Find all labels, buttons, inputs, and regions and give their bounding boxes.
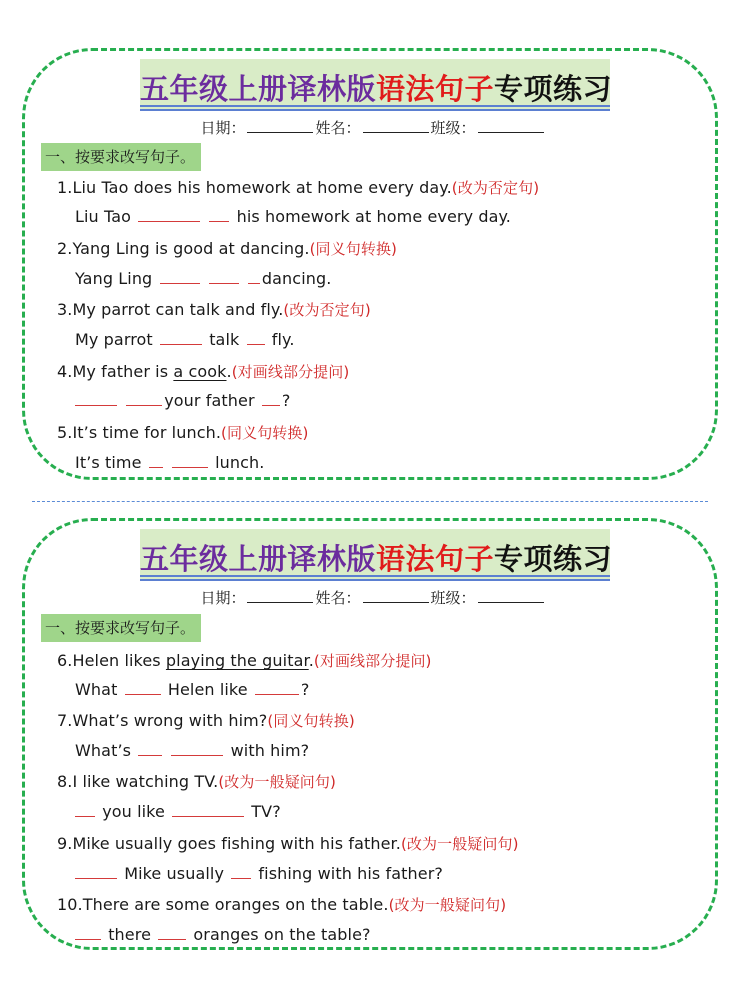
answer-blank[interactable] bbox=[158, 925, 186, 940]
class-label: 班级： bbox=[430, 119, 476, 137]
question-9: 9.Mike usually goes fishing with his father.(改为一般疑问句) bbox=[57, 834, 519, 853]
title-underline bbox=[140, 109, 610, 111]
answer-blank[interactable] bbox=[248, 269, 260, 284]
title-underline bbox=[140, 105, 610, 107]
class-field[interactable] bbox=[478, 118, 544, 133]
answer-blank[interactable] bbox=[231, 864, 251, 879]
answer-blank[interactable] bbox=[247, 330, 265, 345]
answer-1: Liu Tao his homework at home every day. bbox=[75, 207, 511, 226]
title-underline bbox=[140, 579, 610, 581]
answer-7: What’s with him? bbox=[75, 741, 310, 760]
instruction-hint: (改为一般疑问句) bbox=[400, 835, 519, 853]
info-row bbox=[25, 117, 721, 138]
question-10: 10.There are some oranges on the table.(改为一般疑问句) bbox=[57, 895, 507, 914]
question-3: 3.My parrot can talk and fly.(改为否定句) bbox=[57, 300, 371, 319]
section-heading: 一、按要求改写句子。 bbox=[41, 143, 201, 171]
answer-blank[interactable] bbox=[75, 864, 117, 879]
title-banner bbox=[140, 59, 613, 111]
date-label: 日期： bbox=[200, 119, 246, 137]
class-label: 班级： bbox=[430, 589, 476, 607]
title-banner bbox=[140, 529, 613, 581]
answer-blank[interactable] bbox=[138, 741, 162, 756]
question-5: 5.It’s time for lunch.(同义句转换) bbox=[57, 423, 309, 442]
cut-line-divider bbox=[32, 501, 708, 502]
name-label: 姓名： bbox=[315, 589, 361, 607]
worksheet-card-1 bbox=[22, 48, 718, 480]
answer-blank[interactable] bbox=[209, 207, 229, 222]
section-heading: 一、按要求改写句子。 bbox=[41, 614, 201, 642]
question-2: 2.Yang Ling is good at dancing.(同义句转换) bbox=[57, 239, 398, 258]
question-1: 1.Liu Tao does his homework at home every day.(改为否定句) bbox=[57, 178, 540, 197]
underlined-phrase: playing the guitar bbox=[165, 651, 309, 670]
instruction-hint: (同义句转换) bbox=[221, 424, 309, 442]
instruction-hint: (改为一般疑问句) bbox=[218, 773, 336, 791]
class-field[interactable] bbox=[478, 588, 544, 603]
date-field[interactable] bbox=[247, 118, 313, 133]
instruction-hint: (改为一般疑问句) bbox=[388, 896, 507, 914]
answer-10: there oranges on the table? bbox=[73, 925, 371, 944]
answer-blank[interactable] bbox=[209, 269, 239, 284]
answer-blank[interactable] bbox=[255, 680, 299, 695]
page-title: 五年级上册译林版语法句子专项练习 bbox=[140, 542, 613, 576]
answer-blank[interactable] bbox=[138, 207, 200, 222]
worksheet-card-2 bbox=[22, 518, 718, 950]
date-field[interactable] bbox=[247, 588, 313, 603]
question-4: 4.My father is a cook.(对画线部分提问) bbox=[57, 362, 350, 381]
instruction-hint: (同义句转换) bbox=[309, 240, 398, 258]
answer-blank[interactable] bbox=[75, 925, 101, 940]
question-8: 8.I like watching TV.(改为一般疑问句) bbox=[57, 772, 336, 791]
answer-4: your father ? bbox=[73, 391, 290, 410]
answer-6: What Helen like ? bbox=[75, 680, 310, 699]
answer-3: My parrot talk fly. bbox=[75, 330, 295, 349]
question-6: 6.Helen likes playing the guitar.(对画线部分提问) bbox=[57, 651, 432, 670]
instruction-hint: (同义句转换) bbox=[267, 712, 355, 730]
answer-blank[interactable] bbox=[262, 391, 280, 406]
name-label: 姓名： bbox=[315, 119, 361, 137]
answer-blank[interactable] bbox=[172, 802, 244, 817]
instruction-hint: (对画线部分提问) bbox=[231, 363, 350, 381]
answer-blank[interactable] bbox=[160, 330, 202, 345]
answer-blank[interactable] bbox=[160, 269, 200, 284]
answer-8: you like TV? bbox=[73, 802, 281, 821]
question-7: 7.What’s wrong with him?(同义句转换) bbox=[57, 711, 355, 730]
answer-5: It’s time lunch. bbox=[75, 453, 265, 472]
answer-2: Yang Ling dancing. bbox=[75, 269, 332, 288]
answer-blank[interactable] bbox=[149, 453, 163, 468]
underlined-phrase: a cook bbox=[173, 362, 227, 381]
page-title: 五年级上册译林版语法句子专项练习 bbox=[140, 72, 613, 106]
info-row bbox=[25, 587, 721, 608]
answer-blank[interactable] bbox=[75, 391, 117, 406]
date-label: 日期： bbox=[200, 589, 246, 607]
title-underline bbox=[140, 575, 610, 577]
answer-blank[interactable] bbox=[125, 680, 161, 695]
answer-blank[interactable] bbox=[171, 741, 223, 756]
answer-blank[interactable] bbox=[75, 802, 95, 817]
name-field[interactable] bbox=[363, 118, 429, 133]
answer-blank[interactable] bbox=[126, 391, 162, 406]
instruction-hint: (改为否定句) bbox=[451, 179, 540, 197]
name-field[interactable] bbox=[363, 588, 429, 603]
instruction-hint: (对画线部分提问) bbox=[313, 652, 432, 670]
answer-9: Mike usually fishing with his father? bbox=[73, 864, 443, 883]
instruction-hint: (改为否定句) bbox=[283, 301, 371, 319]
answer-blank[interactable] bbox=[172, 453, 208, 468]
